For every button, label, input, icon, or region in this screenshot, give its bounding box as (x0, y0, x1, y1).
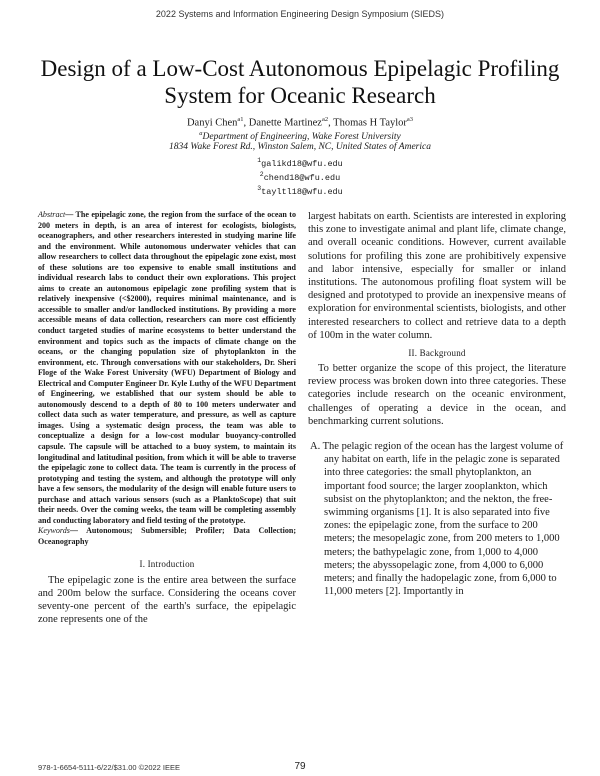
author-1: Danyi Chen (186, 117, 238, 129)
email-2-sup: 2 (259, 171, 264, 178)
email-1-sup: 1 (257, 157, 262, 164)
conference-header: 2022 Systems and Information Engineering Design Symposium (SIEDS) (155, 9, 445, 19)
email-1 (0, 155, 600, 170)
background-paragraph: To better organize the scope of this project, the literature review process was broken down into three categories. These categories include research on the oceanic environment, challenges of operating a device in the ocean, and benchmarking current solutions. (308, 363, 566, 427)
affiliation-address: 1834 Wake Forest Rd., Winston Salem, NC, United States of America (169, 142, 431, 152)
abstract (38, 210, 296, 526)
author-2-sup: a2 (321, 116, 329, 123)
left-column (38, 210, 296, 626)
author-1-sup: a1 (237, 116, 244, 123)
keywords (38, 526, 296, 547)
page-number: 79 (294, 761, 306, 772)
section-heading-introduction: I. Introduction (139, 558, 195, 569)
author-2: Danette Martinez (248, 117, 322, 129)
keywords-label: Keywords (38, 526, 70, 536)
email-2 (0, 169, 600, 184)
abstract-label: Abstract (38, 210, 66, 219)
footer-isbn: 978-1-6654-5111-6/22/$31.00 ©2022 IEEE (38, 763, 181, 772)
abstract-body: — The epipelagic zone, the region from the surface of the ocean to 200 meters in depth, is an area of interest for ecologists, biologists, oceanographers, and other researchers interested in studying marine life and the environment. While autonomous underwater vehicles that can allow researchers to collect data throughout the epipelagic zone exist, most of these solutions are too expensive to enable small institutions and individual research labs to conduct their own explorations. This project aims to create an autonomous epipelagic zone profiling system that is relatively inexpensive (<$2000), requires minimal maintenance, and is accessible to smaller and/or landlocked institutions. By providing a more accessible means of data collection, researchers can more cost efficiently conduct targeted studies of marine ecosystems to better understand the environment and topics such as the impacts of climate change on the oceans, or the changing population size of phytoplankton in the environment, etc. Through conversations with our stakeholders, Dr. Sheri Floge of the Wake Forest University (WFU) Department of Biology and Electrical and Computer Engineer Dr. Kyle Luthy of the WFU Department of Engineering, we established that our system should be able to autonomously descend to a depth of 80 to 100 meters underwater and collect data such as water temperature, and pressure, as well as capture images. Using a systematic design process, the team was able to conceptualize a design for a low-cost modular buoyancy-controlled capsule. The capsule will be attached to a buoy system, to maintain its longitudinal and latitudinal position, from which it will be able to traverse the epipelagic zone to collect data. The team is currently in the process of prototyping and testing the system, and although the prototype will only have a few sensors, the modularity of the design will enable future users to purchase and attach various sensors (such as a PlanktoScope) that suit their needs. Over the coming weeks, the team will be completing assembly and conducting laboratory and field testing of the prototype. (38, 210, 296, 525)
email-2-text: chend18@wfu.edu (263, 172, 341, 183)
introduction-paragraph: The epipelagic zone is the entire area between the surface and 200m below the surface. Considering the oceans cover seventy-one percent of the earth's surface, the epipelagic zone represents one of the (38, 574, 296, 626)
email-3-sup: 3 (257, 185, 262, 192)
right-column (308, 210, 566, 598)
author-3: Thomas H Taylor (333, 117, 407, 129)
author-sep-1: , (243, 117, 249, 129)
author-3-sup: a3 (406, 116, 414, 123)
section-heading-background: II. Background (408, 348, 466, 359)
email-1-text: galikd18@wfu.edu (261, 158, 343, 169)
department-text: Department of Engineering, Wake Forest University (202, 132, 401, 143)
affiliation-sup: a (199, 130, 203, 137)
email-3-text: tayltl18@wfu.edu (261, 186, 343, 197)
author-sep-2: , (328, 117, 334, 129)
title-line-2: System for Oceanic Research (164, 83, 436, 108)
background-item-a: A. The pelagic region of the ocean has the largest volume of any habitat on earth, life in the pelagic zone is separated into three categories: the small phytoplankton, an important food source; the larger zooplankton, which subsist on the phytoplankton; and the nekton, the free-swimming organisms [1]. It is also separated into five zones: the epipelagic zone, from the surface to 200 meters; the mesopelagic zone, from 200 meters to 1,000 meters; the bathypelagic zone, from 1,000 to 4,000 meters; the abyssopelagic zone, from 4,000 to 6,000 meters; and finally the hadopelagic zone, from 6,000 to 11,000 meters [2]. Importantly in (310, 441, 564, 598)
email-3 (0, 183, 600, 198)
paper-title (20, 55, 580, 109)
keywords-body: — Autonomous; Submersible; Profiler; Data Collection; Oceanography (38, 526, 296, 546)
title-line-1: Design of a Low-Cost Autonomous Epipelagic Profiling (40, 56, 560, 81)
introduction-paragraph-continued: largest habitats on earth. Scientists are interested in exploring this zone to investigate animal and plant life, climate change, and overall oceanic conditions. However, current available solutions for profiling this zone are prohibitively expensive and labor intensive, especially for smaller or inland institutions. The autonomous profiling float system will be designed and prototyped to provide an inexpensive means of exploration for environmental scientists, biologists, and other interested researchers to collect and retrieve data to a depth of 100m in the water column. (308, 211, 566, 341)
